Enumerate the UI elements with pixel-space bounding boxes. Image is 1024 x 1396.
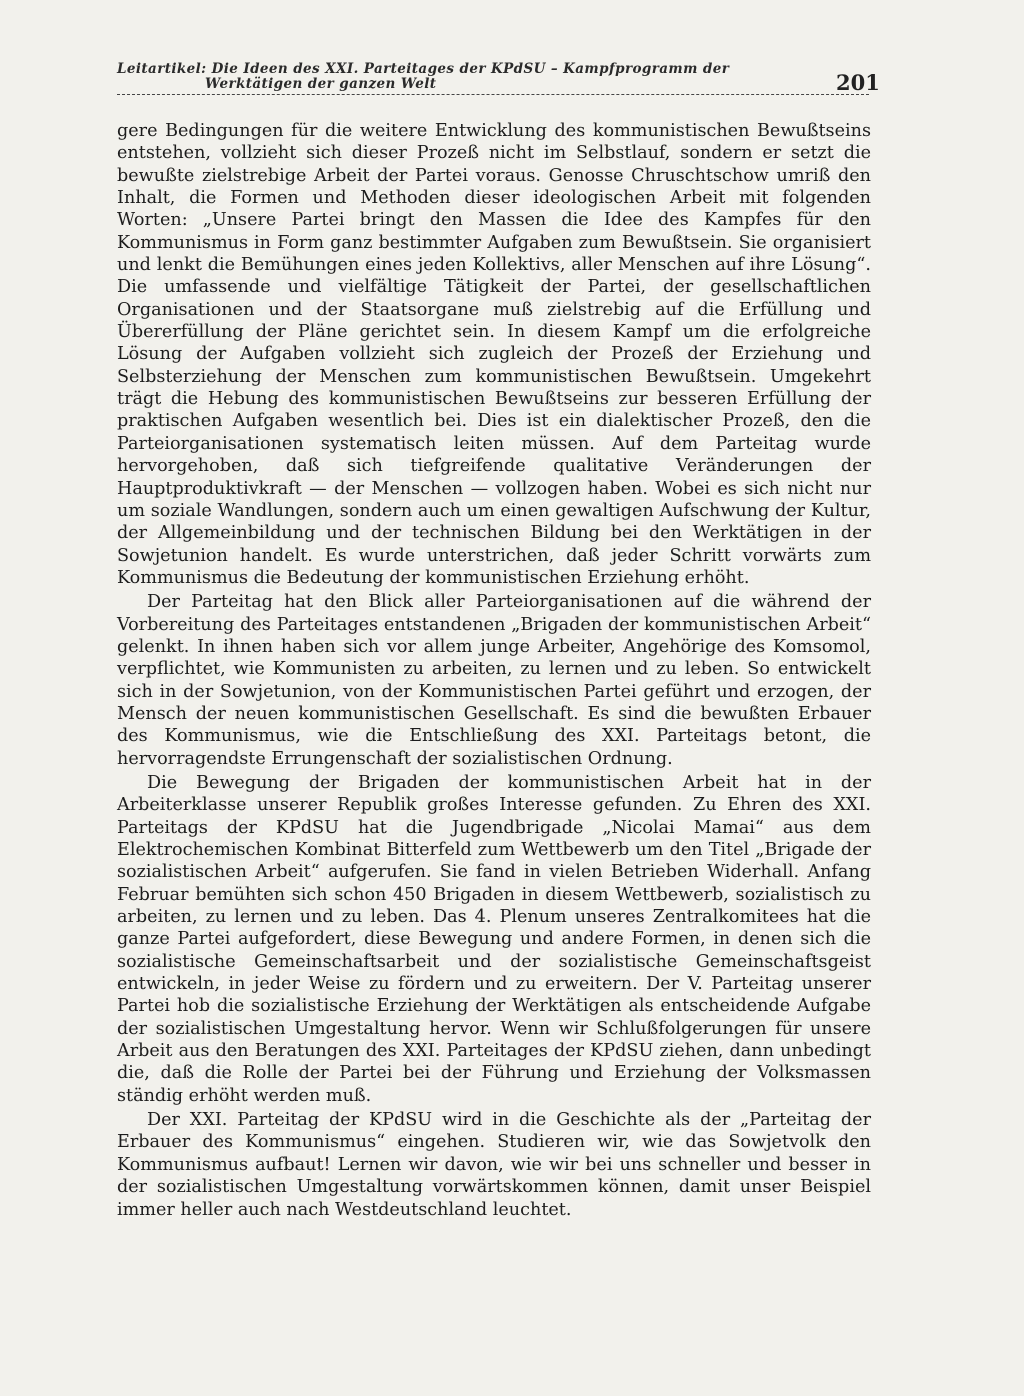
running-head xyxy=(117,62,767,92)
page-number: 201 xyxy=(836,70,880,95)
article-body xyxy=(117,120,871,1221)
running-head-line-2: Werktätigen der ganzen Welt xyxy=(205,76,437,92)
header-rule xyxy=(117,94,869,95)
paragraph-1: gere Bedingungen für die weitere Entwicklung des kommunistischen Bewußtseins entstehen, vollzieht sich dieser Prozeß nicht im Selbstlauf, sondern er setzt die bewußte zielstrebige Arbeit der Partei voraus. Genosse Chruschtschow umriß den Inhalt, die Formen und Methoden dieser ideologischen Arbeit mit folgenden Worten: „Unsere Partei bringt den Massen die Idee des Kampfes für den Kommunismus in Form ganz bestimmter Aufgaben zum Bewußtsein. Sie organisiert und lenkt die Bemühungen eines jeden Kollektivs, aller Menschen auf ihre Lösung“. Die umfassende und vielfältige Tätigkeit der Partei, der gesellschaftlichen Organisationen und der Staatsorgane muß zielstrebig auf die Erfüllung und Übererfüllung der Pläne gerichtet sein. In diesem Kampf um die erfolgreiche Lösung der Aufgaben vollzieht sich zugleich der Prozeß der Erziehung und Selbsterziehung der Menschen zum kommunistischen Bewußtsein. Umgekehrt trägt die Hebung des kommunistischen Bewußtseins zur besseren Erfüllung der praktischen Aufgaben wesentlich bei. Dies ist ein dialektischer Prozeß, den die Parteiorganisationen systematisch leiten müssen. Auf dem Parteitag wurde hervorgehoben, daß sich tiefgreifende qualitative Veränderungen der Hauptproduktivkraft — der Menschen — vollzogen haben. Wobei es sich nicht nur um soziale Wandlungen, sondern auch um einen gewaltigen Aufschwung der Kultur, der Allgemeinbildung und der technischen Bildung bei den Werktätigen in der Sowjetunion handelt. Es wurde unterstrichen, daß jeder Schritt vorwärts zum Kommunismus die Bedeutung der kommunistischen Erziehung erhöht. xyxy=(117,121,871,588)
running-head-line-1: Leitartikel: Die Ideen des XXI. Parteitages der KPdSU – Kampfprogramm der xyxy=(117,61,730,77)
paragraph-2: Der Parteitag hat den Blick aller Parteiorganisationen auf die während der Vorbereitung des Parteitages entstandenen „Brigaden der kommunistischen Arbeit“ gelenkt. In ihnen haben sich vor allem junge Arbeiter, Angehörige des Komsomol, verpflichtet, wie Kommunisten zu arbeiten, zu lernen und zu leben. So entwickelt sich in der Sowjetunion, von der Kommunistischen Partei geführt und erzogen, der Mensch der neuen kommunistischen Gesellschaft. Es sind die bewußten Erbauer des Kommunismus, wie die Entschließung des XXI. Parteitags betont, die hervorragendste Errungenschaft der sozialistischen Ordnung. xyxy=(117,592,871,769)
paragraph-3: Die Bewegung der Brigaden der kommunistischen Arbeit hat in der Arbeiterklasse unserer Republik großes Interesse gefunden. Zu Ehren des XXI. Parteitags der KPdSU hat die Jugendbrigade „Nicolai Mamai“ aus dem Elektrochemischen Kombinat Bitterfeld zum Wettbewerb um den Titel „Brigade der sozialistischen Arbeit“ aufgerufen. Sie fand in vielen Betrieben Widerhall. Anfang Februar bemühten sich schon 450 Brigaden in diesem Wettbewerb, sozialistisch zu arbeiten, zu lernen und zu leben. Das 4. Plenum unseres Zentralkomitees hat die ganze Partei aufgefordert, diese Bewegung und andere Formen, in denen sich die sozialistische Gemeinschaftsarbeit und der sozialistische Gemeinschaftsgeist entwickeln, in jeder Weise zu fördern und zu erweitern. Der V. Parteitag unserer Partei hob die sozialistische Erziehung der Werktätigen als entscheidende Aufgabe der sozialistischen Umgestaltung hervor. Wenn wir Schlußfolgerungen für unsere Arbeit aus den Beratungen des XXI. Parteitages der KPdSU ziehen, dann unbedingt die, daß die Rolle der Partei bei der Führung und Erziehung der Volksmassen ständig erhöht werden muß. xyxy=(117,772,871,1106)
paragraph-4: Der XXI. Parteitag der KPdSU wird in die Geschichte als der „Parteitag der Erbauer des Kommunismus“ eingehen. Studieren wir, wie das Sowjetvolk den Kommunismus aufbaut! Lernen wir davon, wie wir bei uns schneller und besser in der sozialistischen Umgestaltung vorwärtskommen können, damit unser Beispiel immer heller auch nach Westdeutschland leuchtet. xyxy=(117,1110,871,1220)
